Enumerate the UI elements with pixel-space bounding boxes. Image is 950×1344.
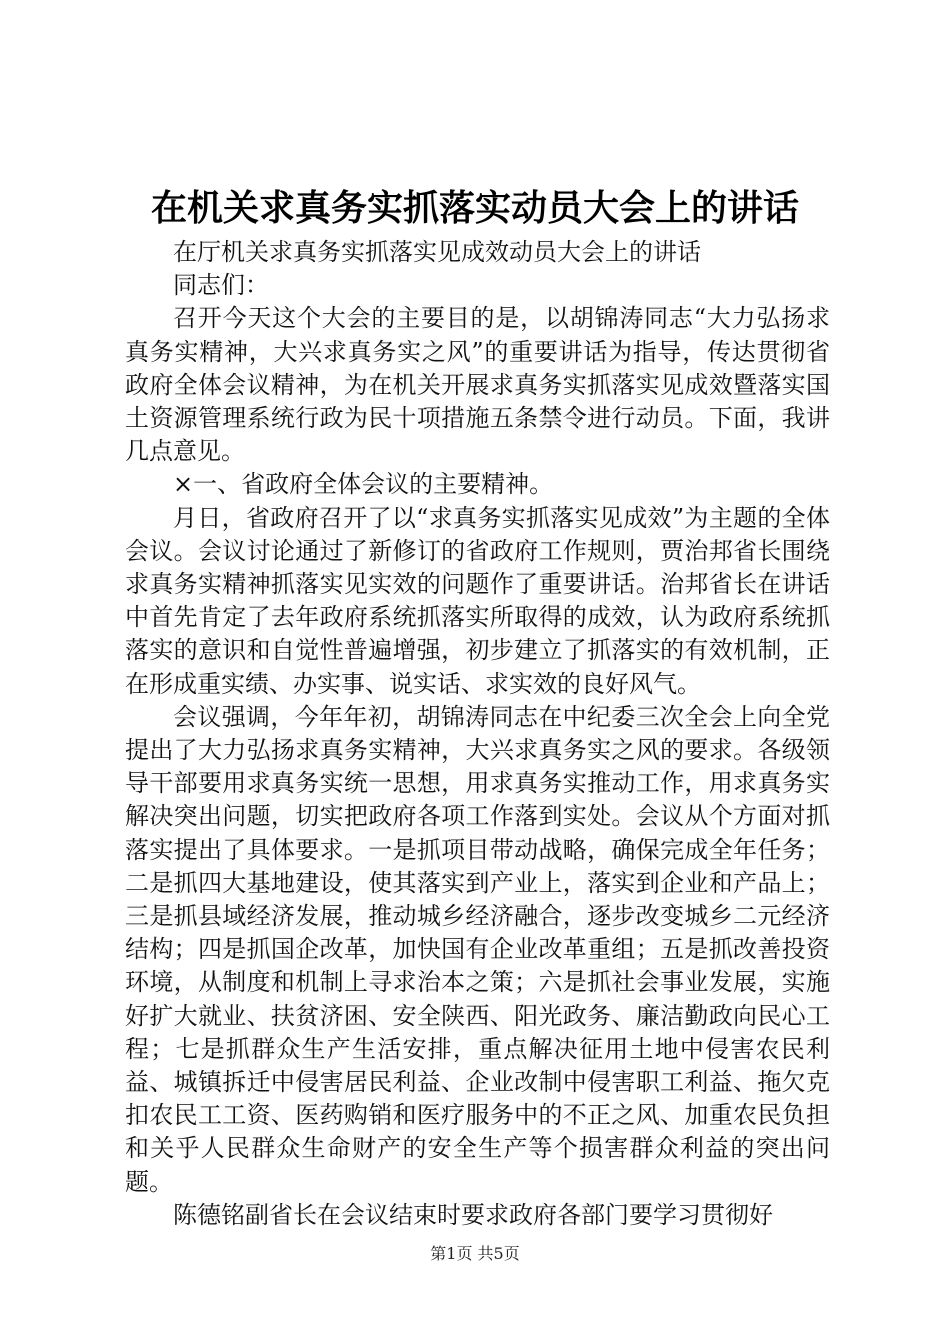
page-number-footer: 第1页 共5页 <box>430 1244 520 1263</box>
paragraph-salutation: 同志们： <box>173 271 269 300</box>
paragraph-meeting-emphasis: 会议强调，今年年初，胡锦涛同志在中纪委三次全会上向全党提出了大力弘扬求真务实精神，大兴求真务实之风的要求。各级领导干部要用求真务实统一思想，用求真务实推动工作，用求真务实解决突出问题，切实把政府各项工作落到实处。会议从个方面对抓落实提出了具体要求。一是抓项目带动战略，确保完成全年任务；二是抓四大基地建设，使其落实到产业上，落实到企业和产品上；三是抓县域经济发展，推动城乡经济融合，逐步改变城乡二元经济结构；四是抓国企改革，加快国有企业改革重组；五是抓改善投资环境，从制度和机制上寻求治本之策；六是抓社会事业发展，实施好扩大就业、扶贫济困、安全陕西、阳光政务、廉洁勤政向民心工程；七是抓群众生产生活安排，重点解决征用土地中侵害农民利益、城镇拆迁中侵害居民利益、企业改制中侵害职工利益、拖欠克扣农民工工资、医药购销和医疗服务中的不正之风、加重农民负担和关乎人民群众生命财产的安全生产等个损害群众利益的突出问题。 <box>125 702 830 1196</box>
paragraph-meeting-summary: 月日，省政府召开了以“求真务实抓落实见成效”为主题的全体会议。会议讨论通过了新修订的省政府工作规则，贾治邦省长围绕求真务实精神抓落实见实效的问题作了重要讲话。治邦省长在讲话中首先肯定了去年政府系统抓落实所取得的成效，认为政府系统抓落实的意识和自觉性普遍增强，初步建立了抓落实的有效机制，正在形成重实绩、办实事、说实话、求实效的良好风气。 <box>125 503 830 698</box>
document-body <box>125 236 830 1232</box>
paragraph-subtitle: 在厅机关求真务实抓落实见成效动员大会上的讲话 <box>173 238 701 266</box>
paragraph-section-heading: ×一、省政府全体会议的主要精神。 <box>173 470 554 499</box>
document-title: 在机关求真务实抓落实动员大会上的讲话 <box>150 188 799 229</box>
paragraph-closing-remarks: 陈德铭副省长在会议结束时要求政府各部门要学习贯彻好 <box>173 1200 773 1229</box>
paragraph-intro: 召开今天这个大会的主要目的是，以胡锦涛同志“大力弘扬求真务实精神，大兴求真务实之风”的重要讲话为指导，传达贯彻省政府全体会议精神，为在机关开展求真务实抓落实见成效暨落实国土资源管理系统行政为民十项措施五条禁令进行动员。下面，我讲几点意见。 <box>125 304 830 466</box>
